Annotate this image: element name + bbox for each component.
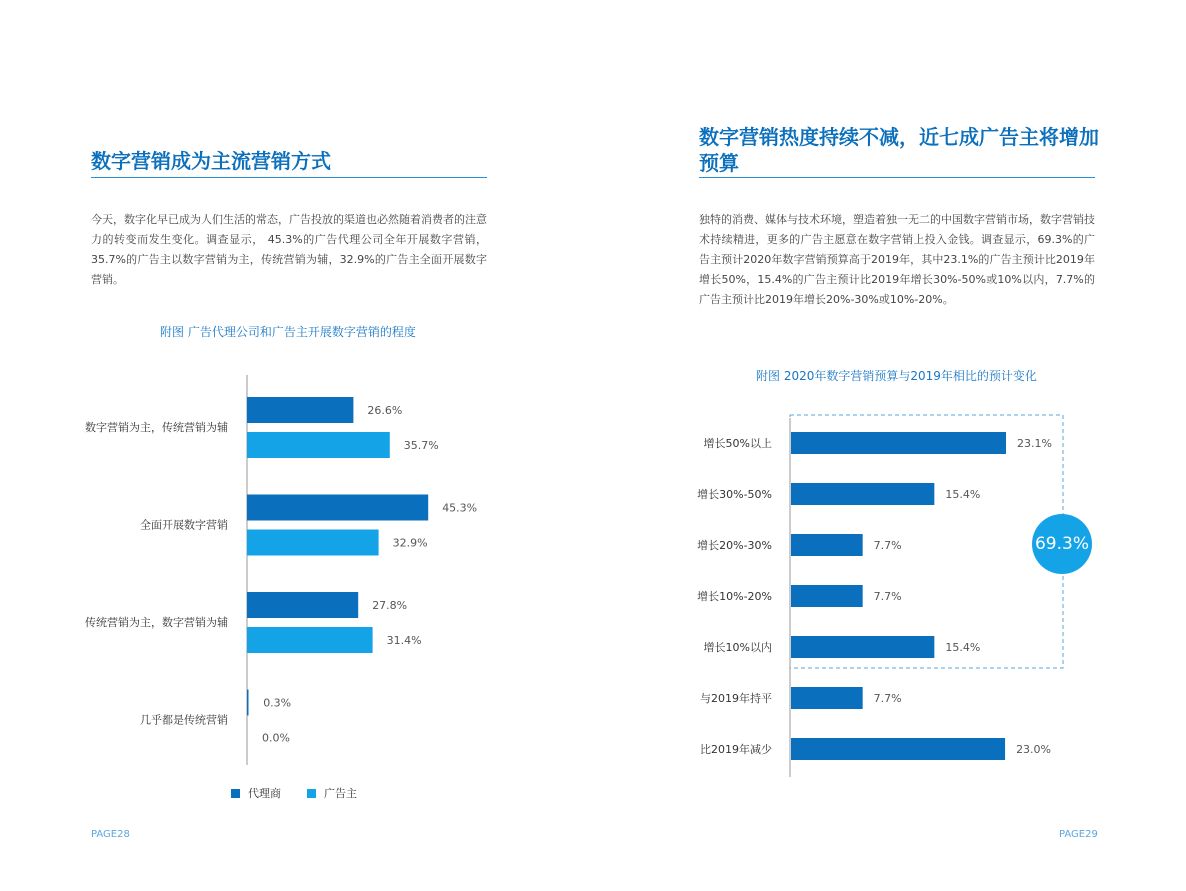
bar-value-label: 15.4% (945, 641, 981, 654)
bar-agency (247, 690, 249, 716)
left-category-label: 全面开展数字营销 (140, 518, 228, 532)
bar-value-label: 23.0% (1016, 743, 1052, 756)
bar-value-label: 26.6% (367, 404, 403, 417)
left-chart-title: 附图 广告代理公司和广告主开展数字营销的程度 (160, 325, 416, 339)
left-paragraph: 今天，数字化早已成为人们生活的常态，广告投放的渠道也必然随着消费者的注意力的转变而发生变化。调查显示， 45.3%的广告代理公司全年开展数字营销，35.7%的广告主以数字营销为主，传统营销为辅，32.9%的广告主全面开展数字营销。 (91, 213, 487, 286)
left-page-number: PAGE28 (91, 829, 130, 840)
bar-value-label: 35.7% (403, 439, 439, 452)
bar-value-label: 0.3% (263, 696, 292, 710)
total-increase-bubble: 69.3% (1032, 514, 1092, 574)
right-paragraph: 独特的消费、媒体与技术环境，塑造着独一无二的中国数字营销市场，数字营销技术持续精进，更多的广告主愿意在数字营销上投入金钱。调查显示，69.3%的广告主预计2020年数字营销预算高于2019年，其中23.1%的广告主预计比2019年增长50%，15.4%的广告主预计比2019年增长30%-50%或10%以内，7.7%的广告主预计比2019年增长20%-30%或10%-20%。 (699, 213, 1095, 306)
bar-value-label: 31.4% (386, 634, 422, 647)
bar-advertiser (247, 627, 373, 653)
right-category-label: 增长10%-20% (697, 590, 772, 603)
right-bar-chart (620, 400, 1100, 800)
right-page-number: PAGE29 (1059, 829, 1098, 840)
bar-value-label: 7.7% (873, 692, 902, 705)
legend-label-agency: 代理商 (248, 787, 281, 800)
left-chart-legend (231, 785, 383, 801)
bar-advertiser (247, 530, 379, 556)
right-category-label: 增长10%以内 (703, 641, 772, 654)
bar-value-label: 0.0% (262, 731, 290, 745)
bar-value-label: 23.1% (1017, 437, 1052, 450)
bar-agency (247, 397, 353, 423)
legend-item-advertiser (307, 785, 357, 801)
right-category-label: 增长50%以上 (703, 437, 772, 450)
budget-bar (791, 432, 1006, 454)
budget-bar (791, 687, 863, 709)
bar-advertiser (247, 432, 390, 458)
left-page-title: 数字营销成为主流营销方式 (91, 149, 331, 173)
right-category-label: 比2019年减少 (700, 743, 772, 756)
left-category-label: 传统营销为主，数字营销为辅 (85, 616, 228, 629)
bar-value-label: 27.8% (372, 599, 408, 612)
left-category-label: 几乎都是传统营销 (140, 713, 228, 727)
right-category-label: 与2019年持平 (700, 692, 772, 705)
bar-agency (247, 592, 358, 618)
legend-swatch-agency (231, 789, 240, 798)
legend-item-agency (231, 785, 281, 801)
right-category-label: 增长30%-50% (697, 488, 772, 501)
legend-label-advertiser: 广告主 (324, 787, 357, 800)
budget-bar (791, 636, 934, 658)
budget-bar (791, 738, 1005, 760)
bar-agency (247, 495, 428, 521)
budget-bar (791, 585, 863, 607)
budget-bar (791, 534, 863, 556)
left-bar-chart (0, 360, 480, 800)
left-category-label: 数字营销为主，传统营销为辅 (85, 421, 228, 434)
bar-value-label: 32.9% (392, 536, 428, 550)
right-chart-title: 附图 2020年数字营销预算与2019年相比的预计变化 (756, 369, 1037, 383)
left-title-rule (91, 177, 487, 178)
bar-value-label: 45.3% (442, 501, 478, 515)
budget-bar (791, 483, 934, 505)
right-title-rule (699, 177, 1095, 178)
bar-value-label: 7.7% (873, 539, 902, 552)
legend-swatch-advertiser (307, 789, 316, 798)
bar-value-label: 7.7% (873, 590, 902, 603)
right-category-label: 增长20%-30% (697, 539, 772, 552)
right-page-title: 数字营销热度持续不减，近七成广告主将增加预算 (699, 125, 1099, 175)
bar-value-label: 15.4% (945, 488, 981, 501)
